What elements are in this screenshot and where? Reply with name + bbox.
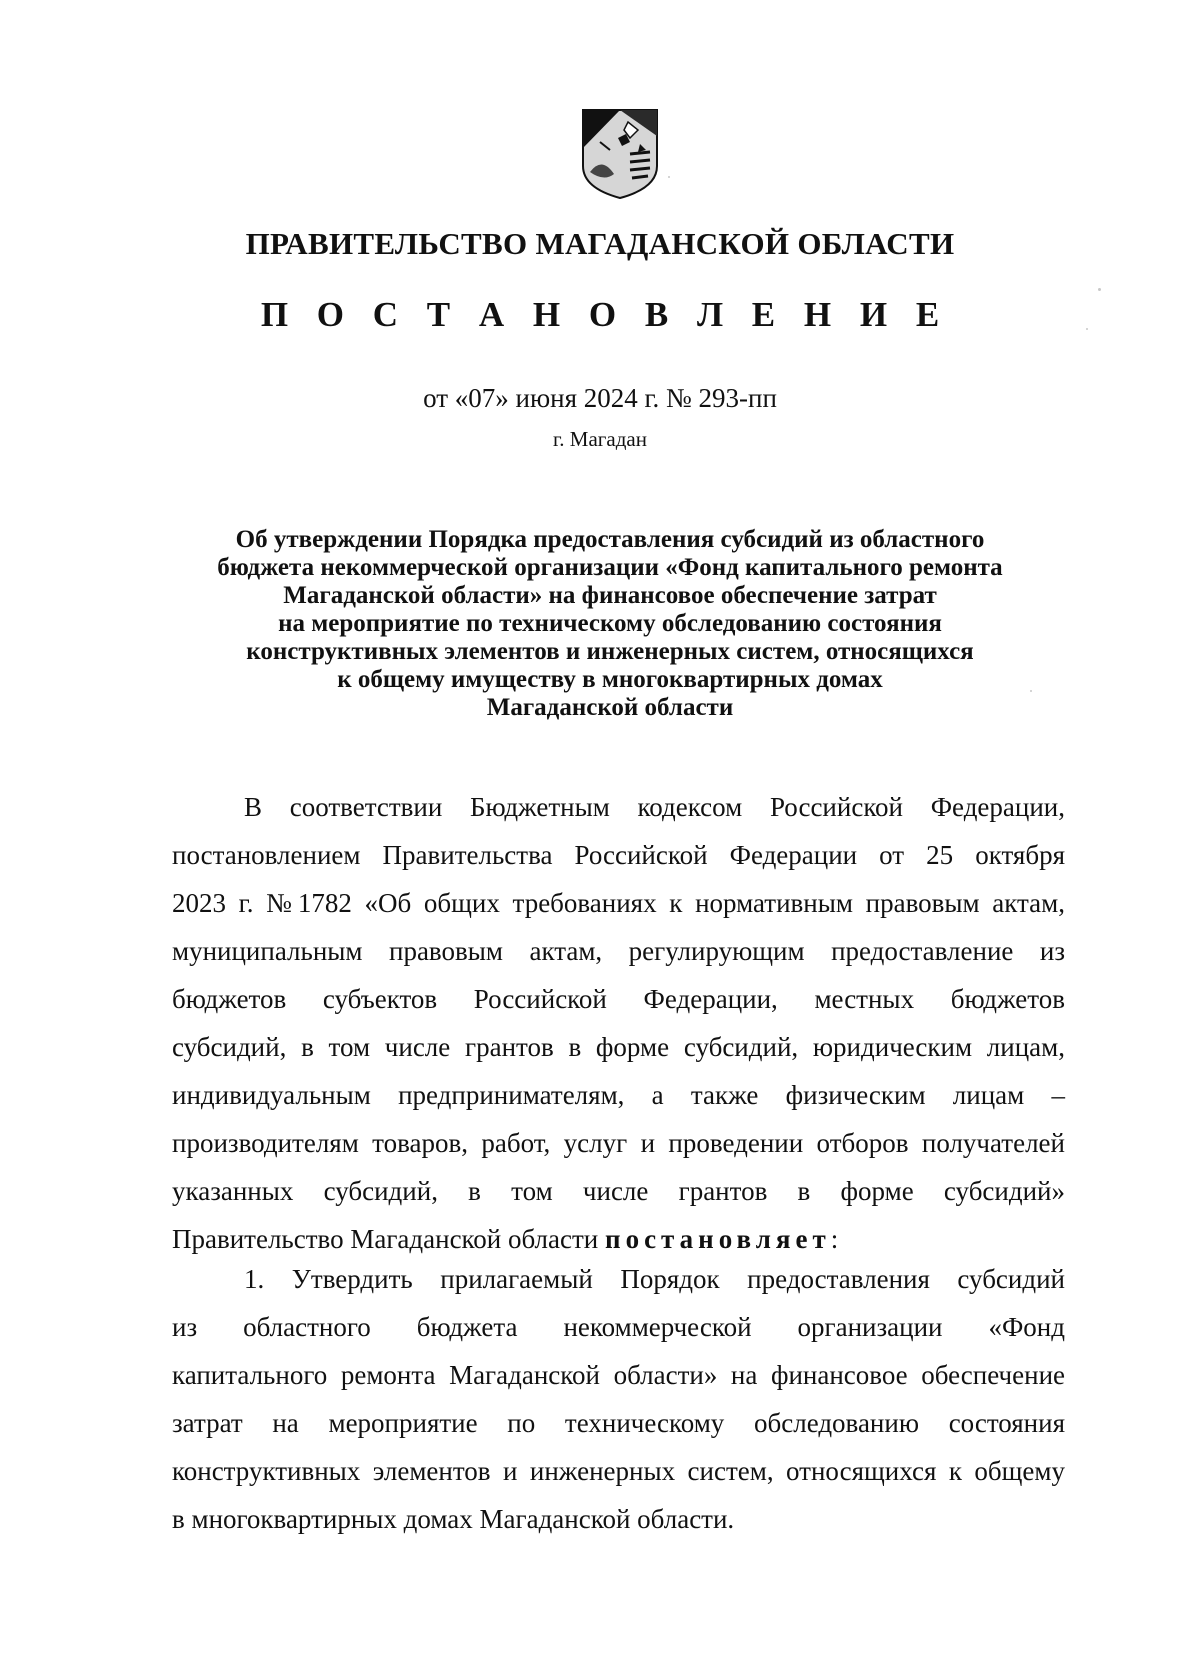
subject-line: к общему имуществу в многоквартирных домах (337, 666, 883, 693)
item-1-line: капитального ремонта Магаданской области» на финансовое обеспечение (172, 1360, 1065, 1390)
preamble-line: муниципальным правовым актам, регулирующим предоставление из (172, 936, 1065, 966)
document-city: г. Магадан (553, 427, 647, 451)
document-subject (160, 526, 1060, 722)
subject-line: конструктивных элементов и инженерных систем, относящихся (246, 638, 974, 665)
decree-word: постановляет (605, 1224, 831, 1254)
document-date-number: от «07» июня 2024 г. № 293-пп (423, 383, 777, 413)
preamble-paragraph (172, 783, 1065, 1263)
preamble-line: субсидий, в том числе грантов в форме субсидий, юридическим лицам, (172, 1032, 1065, 1062)
subject-line: Магаданской области (486, 694, 734, 721)
subject-line: Магаданской области» на финансовое обеспечение затрат (283, 582, 937, 609)
scan-speck (1030, 690, 1032, 692)
preamble-last-line-end: : (830, 1224, 839, 1254)
preamble-line: указанных субсидий, в том числе грантов в форме субсидий» (172, 1176, 1065, 1206)
item-1-line: 1. Утвердить прилагаемый Порядок предоставления субсидий (244, 1264, 1065, 1294)
document-type-title: П О С Т А Н О В Л Е Н И Е (260, 295, 950, 334)
coat-of-arms-icon (580, 108, 660, 200)
item-1-line: затрат на мероприятие по техническому обследованию состояния (172, 1408, 1065, 1438)
organization-title: ПРАВИТЕЛЬСТВО МАГАДАНСКОЙ ОБЛАСТИ (245, 226, 955, 261)
item-1-line: конструктивных элементов и инженерных систем, относящихся к общему (172, 1456, 1065, 1486)
subject-line: бюджета некоммерческой организации «Фонд капитального ремонта (217, 554, 1003, 581)
item-1-line: в многоквартирных домах Магаданской области. (172, 1504, 735, 1534)
preamble-line: постановлением Правительства Российской Федерации от 25 октября (172, 840, 1065, 870)
scan-speck (1098, 288, 1101, 291)
item-1-line: из областного бюджета некоммерческой организации «Фонд (172, 1312, 1065, 1342)
scan-speck (1086, 328, 1088, 330)
preamble-line: производителям товаров, работ, услуг и проведении отборов получателей (172, 1128, 1065, 1158)
preamble-line: индивидуальным предпринимателям, а также физическим лицам – (172, 1080, 1065, 1110)
subject-line: Об утверждении Порядка предоставления субсидий из областного (235, 526, 985, 553)
preamble-last-line-start: Правительство Магаданской области (172, 1224, 599, 1254)
item-1-paragraph (172, 1255, 1065, 1543)
preamble-line: бюджетов субъектов Российской Федерации, местных бюджетов (172, 984, 1065, 1014)
scan-speck (668, 176, 670, 178)
subject-line: на мероприятие по техническому обследованию состояния (278, 610, 942, 637)
preamble-line: В соответствии Бюджетным кодексом Российской Федерации, (244, 792, 1065, 822)
preamble-line: 2023 г. №1782 «Об общих требованиях к нормативным правовым актам, (172, 888, 1065, 918)
